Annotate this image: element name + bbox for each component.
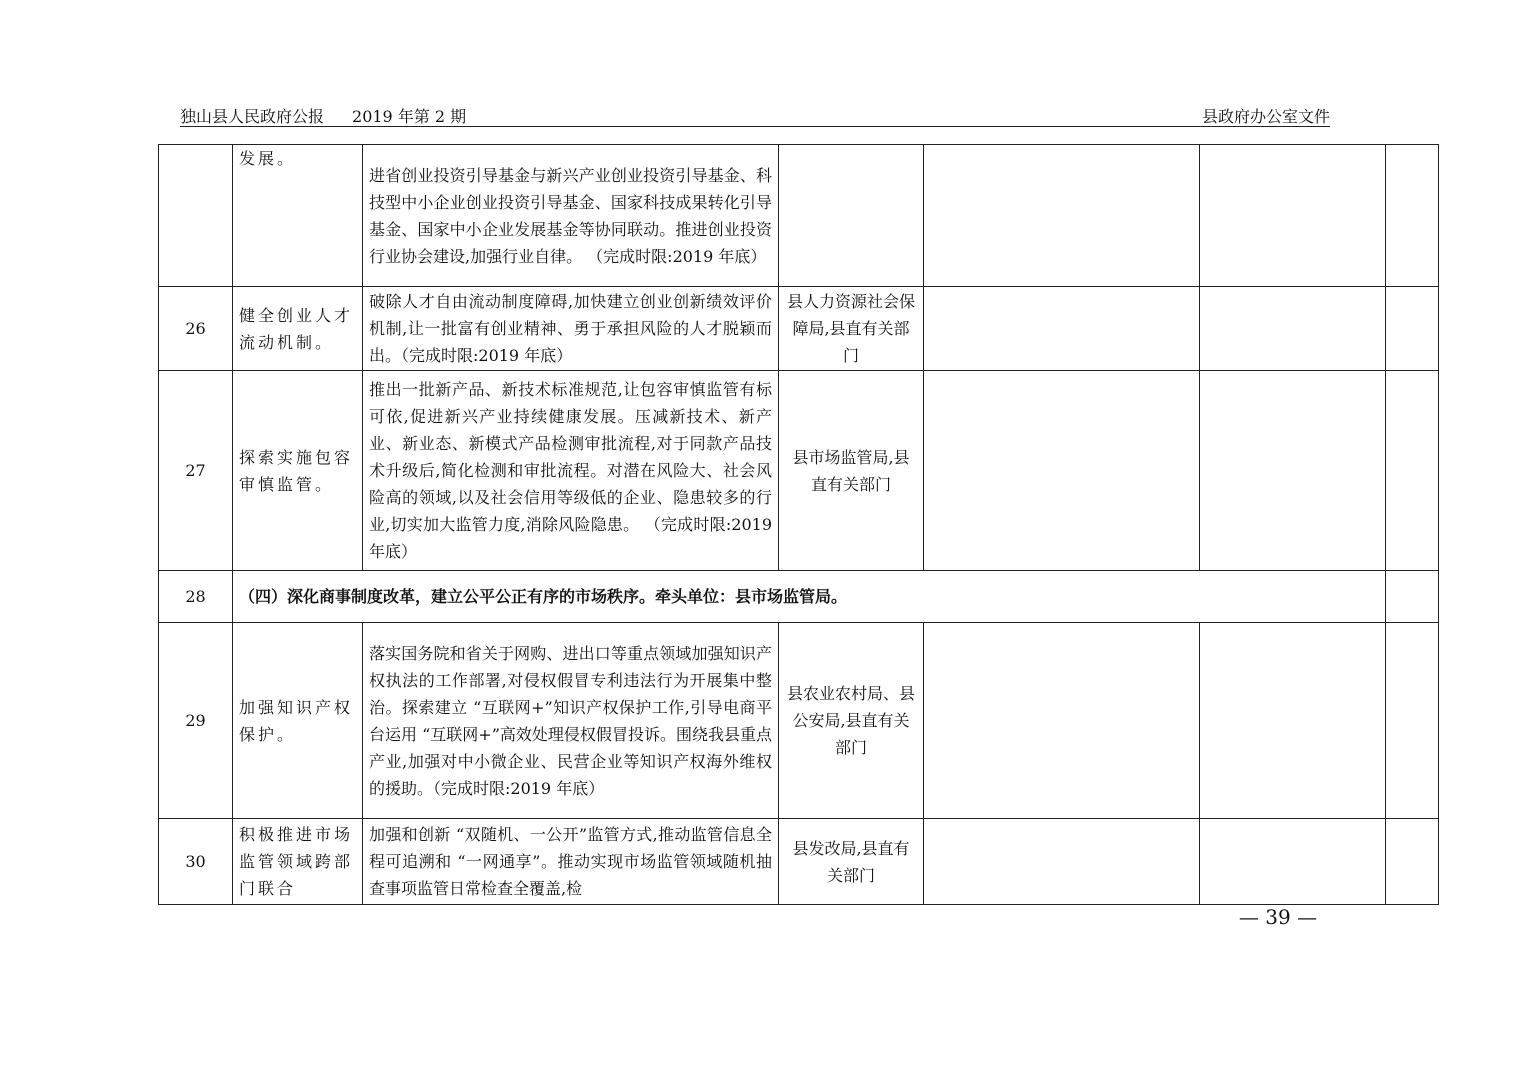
table-row bbox=[159, 371, 1439, 571]
task-description: 推出一批新产品、新技术标准规范,让包容审慎监管有标可依,促进新兴产业持续健康发展。压减新技术、新产业、新业态、新模式产品检测审批流程,对于同款产品技术升级后,简化检测和审批流程。对潜在风险大、社会风险高的领域,以及社会信用等级低的企业、隐患较多的行业,切实加大监管力度,消除风险隐患。 （完成时限:2019 年底） bbox=[363, 371, 779, 571]
document-category: 县政府办公室文件 bbox=[1201, 107, 1330, 126]
empty-cell bbox=[1200, 623, 1386, 819]
publication-title: 独山县人民政府公报 bbox=[180, 107, 325, 126]
task-name: 探索实施包容审慎监管。 bbox=[233, 371, 363, 571]
row-number: 26 bbox=[159, 287, 233, 371]
responsible-department: 县发改局,县直有关部门 bbox=[779, 819, 924, 905]
page-header bbox=[180, 104, 1330, 127]
empty-cell bbox=[1386, 145, 1439, 287]
empty-cell bbox=[1200, 819, 1386, 905]
task-name: 发展。 bbox=[233, 145, 363, 287]
section-row bbox=[159, 571, 1439, 623]
responsible-department: 县人力资源社会保障局,县直有关部门 bbox=[779, 287, 924, 371]
empty-cell bbox=[924, 145, 1200, 287]
section-heading: （四）深化商事制度改革，建立公平公正有序的市场秩序。牵头单位：县市场监管局。 bbox=[233, 571, 1386, 623]
responsible-department: 县农业农村局、县公安局,县直有关部门 bbox=[779, 623, 924, 819]
row-number: 30 bbox=[159, 819, 233, 905]
row-number bbox=[159, 145, 233, 287]
empty-cell bbox=[1386, 819, 1439, 905]
task-name: 加强知识产权保护。 bbox=[233, 623, 363, 819]
empty-cell bbox=[924, 287, 1200, 371]
empty-cell bbox=[924, 371, 1200, 571]
task-name: 健全创业人才流动机制。 bbox=[233, 287, 363, 371]
empty-cell bbox=[1386, 571, 1439, 623]
table-row bbox=[159, 145, 1439, 287]
table-row bbox=[159, 623, 1439, 819]
empty-cell bbox=[1386, 371, 1439, 571]
responsible-department bbox=[779, 145, 924, 287]
responsible-department: 县市场监管局,县直有关部门 bbox=[779, 371, 924, 571]
task-name: 积极推进市场监管领域跨部门联合 bbox=[233, 819, 363, 905]
row-number: 28 bbox=[159, 571, 233, 623]
page-number: — 39 — bbox=[1238, 905, 1318, 929]
task-description: 加强和创新 “双随机、一公开”监管方式,推动监管信息全程可追溯和 “一网通享”。推动实现市场监管领域随机抽查事项监管日常检查全覆盖,检 bbox=[363, 819, 779, 905]
empty-cell bbox=[1200, 145, 1386, 287]
empty-cell bbox=[1386, 287, 1439, 371]
table-row bbox=[159, 819, 1439, 905]
task-description: 破除人才自由流动制度障碍,加快建立创业创新绩效评价机制,让一批富有创业精神、勇于承担风险的人才脱颖而出。（完成时限:2019 年底） bbox=[363, 287, 779, 371]
issue-label: 2019 年第 2 期 bbox=[352, 107, 467, 126]
empty-cell bbox=[1200, 371, 1386, 571]
row-number: 29 bbox=[159, 623, 233, 819]
task-description: 进省创业投资引导基金与新兴产业创业投资引导基金、科技型中小企业创业投资引导基金、国家科技成果转化引导基金、国家中小企业发展基金等协同联动。推进创业投资行业协会建设,加强行业自律。 （完成时限:2019 年底） bbox=[363, 145, 779, 287]
row-number: 27 bbox=[159, 371, 233, 571]
empty-cell bbox=[1386, 623, 1439, 819]
empty-cell bbox=[1200, 287, 1386, 371]
task-description: 落实国务院和省关于网购、进出口等重点领域加强知识产权执法的工作部署,对侵权假冒专利违法行为开展集中整治。探索建立 “互联网+”知识产权保护工作,引导电商平台运用 “互联网+”高效处理侵权假冒投诉。围绕我县重点产业,加强对中小微企业、民营企业等知识产权海外维权的援助。（完成时限:2019 年底） bbox=[363, 623, 779, 819]
header-left bbox=[180, 104, 466, 127]
table-row bbox=[159, 287, 1439, 371]
empty-cell bbox=[924, 623, 1200, 819]
task-table bbox=[158, 144, 1439, 905]
empty-cell bbox=[924, 819, 1200, 905]
